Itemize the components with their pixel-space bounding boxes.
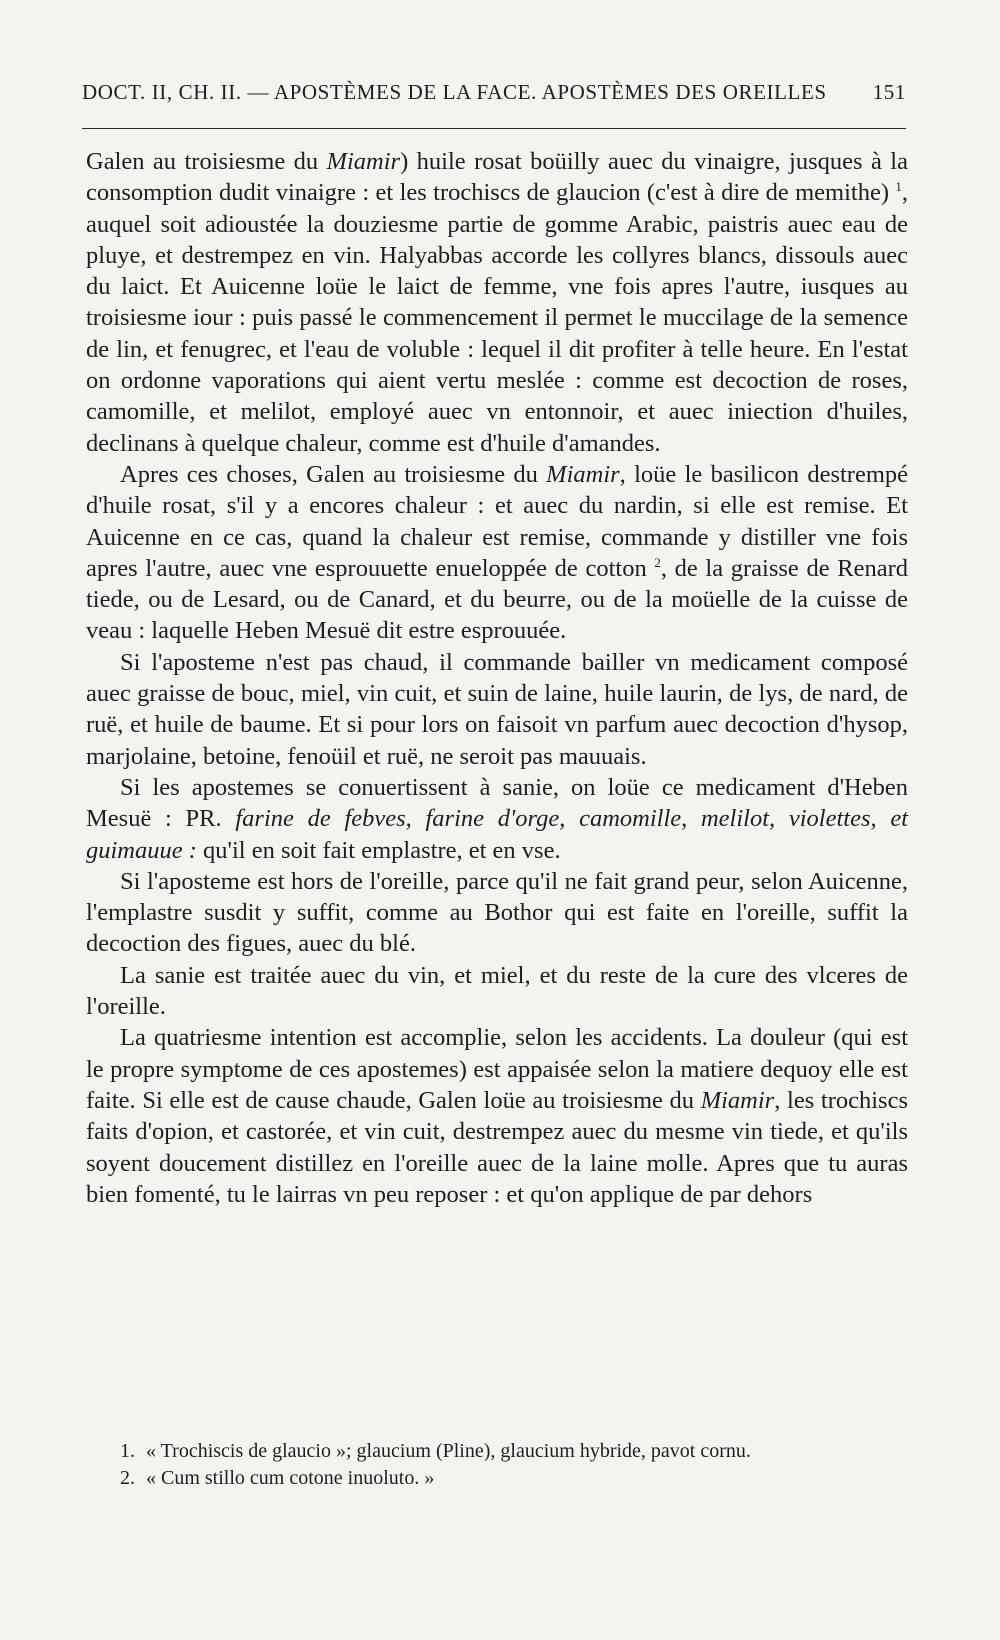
footnote-number: 1.: [120, 1440, 135, 1462]
paragraph-7: [86, 1022, 908, 1210]
text-run: , de la graisse de Renard tiede, ou de Lesard, ou de Canard, et du beurre, ou de la moüelle de la cuisse de veau : laquelle Heben Mesuë dit estre esprouuée.: [86, 554, 908, 645]
header-rule: [82, 128, 906, 129]
italic-text: Miamir: [326, 148, 401, 175]
text-run: Si l'aposteme est hors de l'oreille, parce qu'il ne fait grand peur, selon Auicenne, l'emplastre susdit y suffit, comme au Bothor qui est faite en l'oreille, suffit la decoction des figues, auec du blé.: [86, 867, 908, 958]
footnote-text: « Cum stillo cum cotone inuoluto. »: [146, 1467, 435, 1489]
paragraph-1: [86, 146, 908, 459]
paragraph-4: [86, 772, 908, 866]
text-run: , auquel soit adioustée la douziesme partie de gomme Arabic, paistris auec eau de pluye, et destrempez en vin. Halyabbas accorde les collyres blancs, dissouls auec du laict. Et Auicenne loüe le laict de femme, vne fois apres l'autre, iusques au troisiesme iour : puis passé le commencement il permet le muccilage de la semence de lin, et fenugrec, et l'eau de voluble : lequel il dit profiter à telle heure. En l'estat on ordonne vaporations qui aient vertu meslée : comme est decoction de roses, camomille, et melilot, employé auec vn entonnoir, et auec iniection d'huiles, declinans à quelque chaleur, comme est d'huile d'amandes.: [86, 179, 908, 457]
paragraph-3: [86, 647, 908, 772]
paragraph-6: [86, 960, 908, 1023]
paragraph-5: [86, 866, 908, 960]
footnote-text: « Trochiscis de glaucio »; glaucium (Pline), glaucium hybride, pavot cornu.: [146, 1440, 751, 1462]
footnote-ref-2: 2: [654, 554, 661, 570]
text-run: Si l'aposteme n'est pas chaud, il commande bailler vn medicament composé auec graisse de bouc, miel, vin cuit, et suin de laine, huile laurin, de lys, de nard, de ruë, et huile de baume. Et si pour lors on faisoit vn parfum auec decoction d'hysop, marjolaine, betoine, fenoüil et ruë, ne seroit pas mauuais.: [86, 648, 908, 770]
footnote-number: 2.: [120, 1467, 135, 1489]
main-text: [86, 146, 908, 1210]
running-title: DOCT. II, CH. II. — APOSTÈMES DE LA FACE. APOSTÈMES DES OREILLES: [82, 80, 827, 104]
text-run: La quatriesme intention est accomplie, selon les accidents. La douleur (qui est le propre symptome de ces apostemes) est appaisée selon la matiere dequoy elle est faite. Si elle est de cause chaude, Galen loüe au troisiesme du: [86, 1024, 908, 1114]
running-header: [82, 80, 906, 105]
footnote-2: [120, 1465, 910, 1492]
text-run: Apres ces choses, Galen au troisiesme du: [120, 460, 547, 488]
footnote-ref-1: 1: [895, 179, 902, 195]
footnote-1: [120, 1438, 910, 1465]
text-run: La sanie est traitée auec du vin, et miel, et du reste de la cure des vlceres de l'oreille.: [86, 961, 908, 1021]
italic-text: Miamir: [546, 460, 620, 488]
text-run: ) huile rosat boüilly auec du vinaigre, jusques à la consomption dudit vinaigre : et les trochiscs de glaucion (c'est à dire de memithe): [86, 148, 908, 207]
page-number: 151: [872, 80, 906, 104]
italic-text: Miamir: [700, 1086, 775, 1114]
text-run: qu'il en soit fait emplastre, et en vse.: [196, 836, 561, 864]
text-run: Si les apostemes se conuertissent à sanie, on loüe ce medicament d'Heben Mesuë : PR.: [86, 773, 908, 833]
paragraph-2: [86, 459, 908, 647]
text-run: , loüe le basilicon destrempé d'huile rosat, s'il y a encores chaleur : et auec du nardin, si elle est remise. Et Auicenne en ce cas, quand la chaleur est remise, commande y distiller vne fois apres l'autre, auec vne esprouuette enueloppée de cotton: [86, 460, 908, 582]
text-run: , les trochiscs faits d'opion, et castorée, et vin cuit, destrempez auec du mesme vin tiede, et qu'ils soyent doucement distillez en l'oreille auec de la laine molle. Apres que tu auras bien fomenté, tu le lairras vn peu reposer : et qu'on applique de par dehors: [86, 1086, 908, 1208]
italic-text: farine de febves, farine d'orge, camomille, melilot, violettes, et guimauue :: [86, 805, 909, 864]
text-run: Galen au troisiesme du: [86, 148, 327, 175]
footnotes: [120, 1438, 910, 1492]
